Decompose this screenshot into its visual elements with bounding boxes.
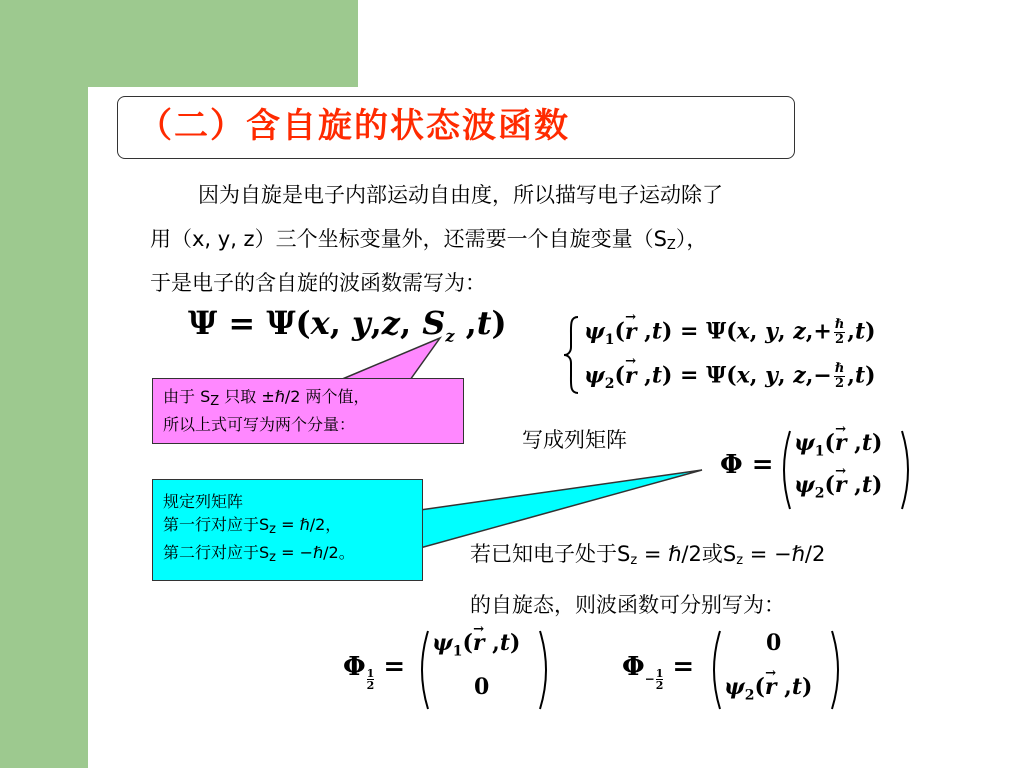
phi-matrix-entries	[776, 428, 916, 512]
phi-plus-half-entries	[414, 628, 554, 712]
component-equation-2: $\psi_2(\to r$ ,t) = Ψ(x, y, z,− $\frac{\text{ℏ}}{2}$ ,t)	[584, 362, 876, 392]
cyan-callout-line-3	[163, 541, 412, 569]
cyan-callout-line-2	[163, 513, 412, 541]
phi-minus-entry-2: $\psi_2(\to r$ ,t)	[724, 674, 812, 703]
known-line-1	[470, 532, 825, 583]
phi-plus-entry-2: 0	[474, 674, 490, 700]
pink-line1-sub: Z	[210, 394, 220, 409]
intro-line-3: 于是电子的含自旋的波函数需写为：	[150, 271, 486, 295]
phi-plus-half-lhs: Φ $\frac{1}{2}$ =	[343, 652, 406, 692]
phi-entry-2: $\psi_2(\to r$ ,t)	[794, 472, 882, 501]
cyan-line2-sub: z	[269, 522, 276, 537]
known-line1-a: 若已知电子处于S	[470, 542, 631, 566]
cyan-callout-line-1: 规定列矩阵	[163, 492, 244, 511]
slide-title: （二）含自旋的状态波函数	[138, 106, 570, 146]
known-line1-b: = ℏ/2或S	[637, 542, 737, 566]
phi-minus-entry-1: 0	[766, 630, 782, 656]
known-line1-sub1: z	[630, 553, 638, 568]
intro-line-2-post: ），	[675, 227, 708, 251]
pink-line1-post: 只取 ±ℏ/2 两个值，	[219, 387, 370, 406]
cyan-line3-post: = −ℏ/2。	[276, 543, 355, 562]
phi-minus-half-entries	[706, 628, 846, 712]
main-wavefunction-equation: Ψ = Ψ(x, y,z, $S_z$ ,t)	[188, 304, 507, 346]
cyan-line2-post: = ℏ/2，	[276, 515, 342, 534]
pink-callout-line-1	[163, 385, 453, 413]
pink-line1-pre: 由于 S	[163, 387, 211, 406]
cyan-callout	[152, 479, 423, 581]
known-line-2: 的自旋态，则波函数可分别写为：	[470, 593, 785, 617]
column-matrix-caption: 写成列矩阵	[522, 428, 627, 452]
cyan-line3-pre: 第二行对应于S	[163, 543, 270, 562]
intro-line-2-sub: Z	[666, 238, 676, 253]
known-spin-paragraph	[470, 532, 825, 627]
intro-line-1: 因为自旋是电子内部运动自由度，所以描写电子运动除了	[198, 183, 723, 207]
phi-minus-half-lhs: $\Phi_-$ $\frac{1}{2}$ =	[622, 652, 695, 692]
phi-matrix-lhs: Φ =	[720, 450, 774, 480]
pink-callout-line-2: 所以上式可写为两个分量：	[163, 415, 356, 434]
known-line1-c: = −ℏ/2	[743, 542, 826, 566]
known-line1-sub2: z	[736, 553, 744, 568]
component-equation-1: $\psi_1(\to r$ ,t) = Ψ(x, y, z,+ $\frac{\text{ℏ}}{2}$ ,t)	[584, 318, 876, 348]
intro-line-2-pre: 用（x, y, z）三个坐标变量外，还需要一个自旋变量（S	[150, 227, 667, 251]
system-brace	[562, 315, 582, 395]
cyan-line2-pre: 第一行对应于S	[163, 515, 270, 534]
phi-plus-entry-1: $\psi_1(\to r$ ,t)	[432, 630, 520, 659]
pink-callout	[152, 378, 464, 444]
cyan-line3-sub: z	[269, 550, 276, 565]
phi-entry-1: $\psi_1(\to r$ ,t)	[794, 430, 882, 459]
